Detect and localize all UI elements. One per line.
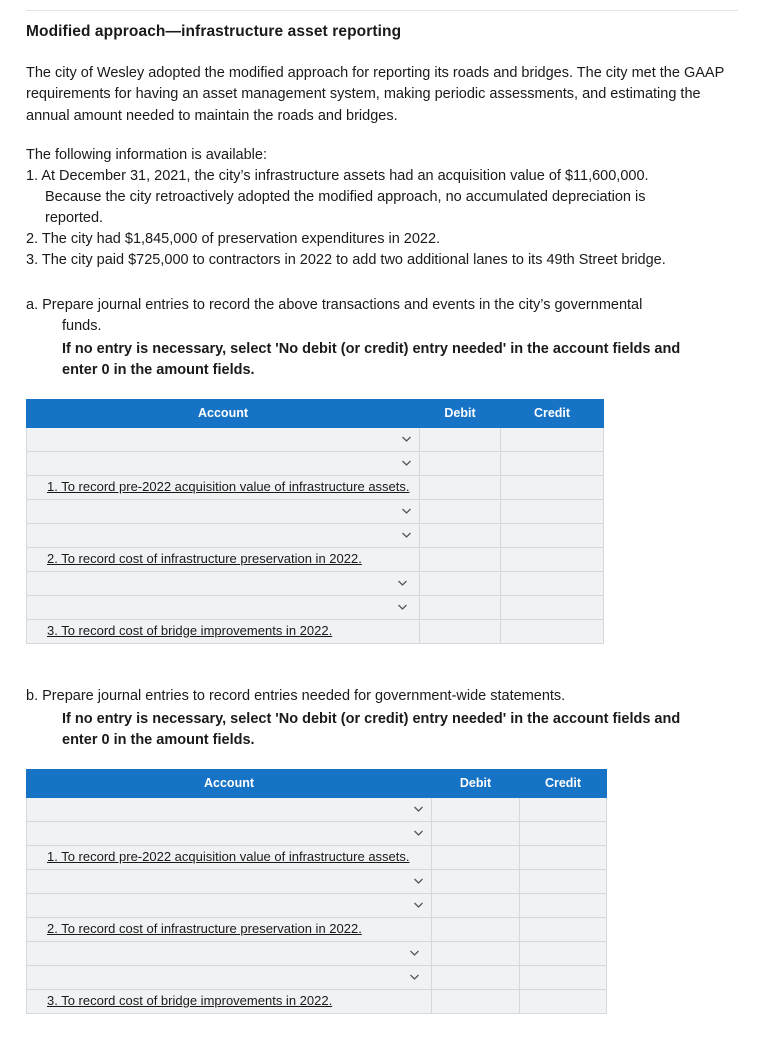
section-spacer bbox=[26, 644, 738, 686]
intro-paragraph: The city of Wesley adopted the modified approach for reporting its roads and bridges. The city met the GAAP requirements for having an asset management system, making periodic assessments, and estimating the annual amount needed to maintain the roads and bridges. bbox=[26, 65, 724, 124]
part-prompt-b: Prepare journal entries to record entries needed for government-wide statements. bbox=[42, 687, 566, 704]
table-row bbox=[27, 821, 607, 845]
fact-text-cont2: reported. bbox=[45, 209, 104, 226]
part-a-note-line1: If no entry is necessary, select 'No debit (or credit) entry needed' in the account fields and bbox=[62, 340, 681, 357]
table-body-a bbox=[27, 427, 604, 643]
account-select-cell[interactable] bbox=[27, 965, 432, 989]
table-row bbox=[27, 475, 604, 499]
requirement-b bbox=[26, 686, 738, 751]
chevron-down-icon[interactable] bbox=[409, 972, 420, 983]
account-select-cell[interactable] bbox=[27, 893, 432, 917]
debit-input-cell[interactable] bbox=[420, 595, 501, 619]
credit-input-cell[interactable] bbox=[520, 821, 607, 845]
table-row bbox=[27, 571, 604, 595]
fact-text: At December 31, 2021, the city’s infrastructure assets had an acquisition value of $11,600,000. bbox=[41, 167, 649, 184]
debit-input-cell[interactable] bbox=[420, 571, 501, 595]
memo-cell bbox=[27, 845, 432, 869]
memo-text: 2. To record cost of infrastructure preservation in 2022. bbox=[47, 920, 362, 936]
table-body-b bbox=[27, 797, 607, 1013]
column-header-credit: Credit bbox=[501, 399, 604, 427]
fact-text: The city had $1,845,000 of preservation expenditures in 2022. bbox=[41, 230, 441, 247]
table-row bbox=[27, 989, 607, 1013]
memo-cell bbox=[27, 989, 432, 1013]
credit-input-cell[interactable] bbox=[501, 427, 604, 451]
memo-cell bbox=[27, 917, 432, 941]
memo-cell bbox=[27, 547, 420, 571]
table-row bbox=[27, 893, 607, 917]
table-row bbox=[27, 917, 607, 941]
column-header-debit: Debit bbox=[432, 769, 520, 797]
table-row bbox=[27, 845, 607, 869]
facts-list bbox=[26, 166, 738, 271]
page-title: Modified approach—infrastructure asset reporting bbox=[26, 23, 402, 40]
list-item bbox=[26, 229, 738, 250]
table-row bbox=[27, 965, 607, 989]
memo-cell bbox=[27, 619, 420, 643]
debit-input-cell[interactable] bbox=[420, 619, 501, 643]
top-divider bbox=[26, 10, 738, 11]
credit-input-cell[interactable] bbox=[520, 965, 607, 989]
debit-input-cell[interactable] bbox=[420, 427, 501, 451]
journal-entry-table-b bbox=[26, 769, 607, 1014]
table-header-row bbox=[27, 399, 604, 427]
debit-input-cell[interactable] bbox=[420, 523, 501, 547]
table-row bbox=[27, 547, 604, 571]
account-select-cell[interactable] bbox=[27, 451, 420, 475]
debit-input-cell[interactable] bbox=[420, 547, 501, 571]
debit-input-cell[interactable] bbox=[420, 499, 501, 523]
part-prompt-a: Prepare journal entries to record the above transactions and events in the city’s governmental bbox=[42, 296, 643, 313]
credit-input-cell[interactable] bbox=[520, 917, 607, 941]
chevron-down-icon[interactable] bbox=[401, 458, 412, 469]
debit-input-cell[interactable] bbox=[432, 821, 520, 845]
column-header-credit: Credit bbox=[520, 769, 607, 797]
column-header-debit: Debit bbox=[420, 399, 501, 427]
table-row bbox=[27, 941, 607, 965]
chevron-down-icon[interactable] bbox=[397, 602, 408, 613]
memo-text: 3. To record cost of bridge improvements in 2022. bbox=[47, 622, 333, 638]
memo-text: 1. To record pre-2022 acquisition value of infrastructure assets. bbox=[47, 478, 410, 494]
part-label-b: b. bbox=[26, 687, 39, 704]
debit-input-cell[interactable] bbox=[432, 941, 520, 965]
credit-input-cell[interactable] bbox=[520, 869, 607, 893]
credit-input-cell[interactable] bbox=[520, 845, 607, 869]
available-lead: The following information is available: bbox=[26, 146, 267, 163]
chevron-down-icon[interactable] bbox=[401, 434, 412, 445]
credit-input-cell[interactable] bbox=[501, 499, 604, 523]
table-row bbox=[27, 427, 604, 451]
memo-cell bbox=[27, 475, 420, 499]
chevron-down-icon[interactable] bbox=[413, 804, 424, 815]
part-b-note-line1: If no entry is necessary, select 'No debit (or credit) entry needed' in the account fields and bbox=[62, 710, 681, 727]
fact-number: 2. bbox=[26, 230, 39, 247]
credit-input-cell[interactable] bbox=[501, 475, 604, 499]
requirement-a bbox=[26, 295, 738, 381]
chevron-down-icon[interactable] bbox=[409, 948, 420, 959]
table-row bbox=[27, 595, 604, 619]
credit-input-cell[interactable] bbox=[520, 941, 607, 965]
debit-input-cell[interactable] bbox=[432, 893, 520, 917]
debit-input-cell[interactable] bbox=[432, 917, 520, 941]
chevron-down-icon[interactable] bbox=[413, 876, 424, 887]
memo-text: 2. To record cost of infrastructure preservation in 2022. bbox=[47, 550, 362, 566]
part-label-a: a. bbox=[26, 296, 39, 313]
chevron-down-icon[interactable] bbox=[397, 578, 408, 589]
table-row bbox=[27, 869, 607, 893]
fact-number: 1. bbox=[26, 167, 39, 184]
part-b-note-line2: enter 0 in the amount fields. bbox=[62, 731, 255, 748]
fact-text-cont: Because the city retroactively adopted the modified approach, no accumulated depreciation is bbox=[45, 188, 646, 205]
credit-input-cell[interactable] bbox=[520, 989, 607, 1013]
account-select-cell[interactable] bbox=[27, 821, 432, 845]
account-select-cell[interactable] bbox=[27, 499, 420, 523]
credit-input-cell[interactable] bbox=[520, 797, 607, 821]
credit-input-cell[interactable] bbox=[501, 523, 604, 547]
list-item bbox=[26, 166, 738, 229]
credit-input-cell[interactable] bbox=[501, 451, 604, 475]
chevron-down-icon[interactable] bbox=[401, 530, 412, 541]
table-row bbox=[27, 499, 604, 523]
table-row bbox=[27, 451, 604, 475]
chevron-down-icon[interactable] bbox=[413, 900, 424, 911]
chevron-down-icon[interactable] bbox=[401, 506, 412, 517]
account-select-cell[interactable] bbox=[27, 869, 432, 893]
credit-input-cell[interactable] bbox=[501, 619, 604, 643]
table-row bbox=[27, 619, 604, 643]
account-select-cell[interactable] bbox=[27, 571, 420, 595]
account-select-cell[interactable] bbox=[27, 427, 420, 451]
list-item bbox=[26, 250, 738, 271]
debit-input-cell[interactable] bbox=[420, 475, 501, 499]
column-header-account: Account bbox=[27, 399, 420, 427]
memo-text: 3. To record cost of bridge improvements in 2022. bbox=[47, 992, 333, 1008]
credit-input-cell[interactable] bbox=[501, 547, 604, 571]
column-header-account: Account bbox=[27, 769, 432, 797]
part-a-note-line2: enter 0 in the amount fields. bbox=[62, 361, 255, 378]
debit-input-cell[interactable] bbox=[420, 451, 501, 475]
memo-text: 1. To record pre-2022 acquisition value of infrastructure assets. bbox=[47, 848, 410, 864]
account-select-cell[interactable] bbox=[27, 941, 432, 965]
table-header-row bbox=[27, 769, 607, 797]
journal-entry-table-a bbox=[26, 399, 604, 644]
part-prompt-a-cont: funds. bbox=[62, 317, 102, 334]
account-select-cell[interactable] bbox=[27, 797, 432, 821]
debit-input-cell[interactable] bbox=[432, 965, 520, 989]
credit-input-cell[interactable] bbox=[520, 893, 607, 917]
table-row bbox=[27, 797, 607, 821]
fact-number: 3. bbox=[26, 251, 39, 268]
debit-input-cell[interactable] bbox=[432, 845, 520, 869]
chevron-down-icon[interactable] bbox=[413, 828, 424, 839]
credit-input-cell[interactable] bbox=[501, 595, 604, 619]
table-row bbox=[27, 523, 604, 547]
debit-input-cell[interactable] bbox=[432, 989, 520, 1013]
credit-input-cell[interactable] bbox=[501, 571, 604, 595]
debit-input-cell[interactable] bbox=[432, 797, 520, 821]
fact-text: The city paid $725,000 to contractors in 2022 to add two additional lanes to its 49th Street bridge. bbox=[41, 251, 666, 268]
account-select-cell[interactable] bbox=[27, 595, 420, 619]
account-select-cell[interactable] bbox=[27, 523, 420, 547]
debit-input-cell[interactable] bbox=[432, 869, 520, 893]
